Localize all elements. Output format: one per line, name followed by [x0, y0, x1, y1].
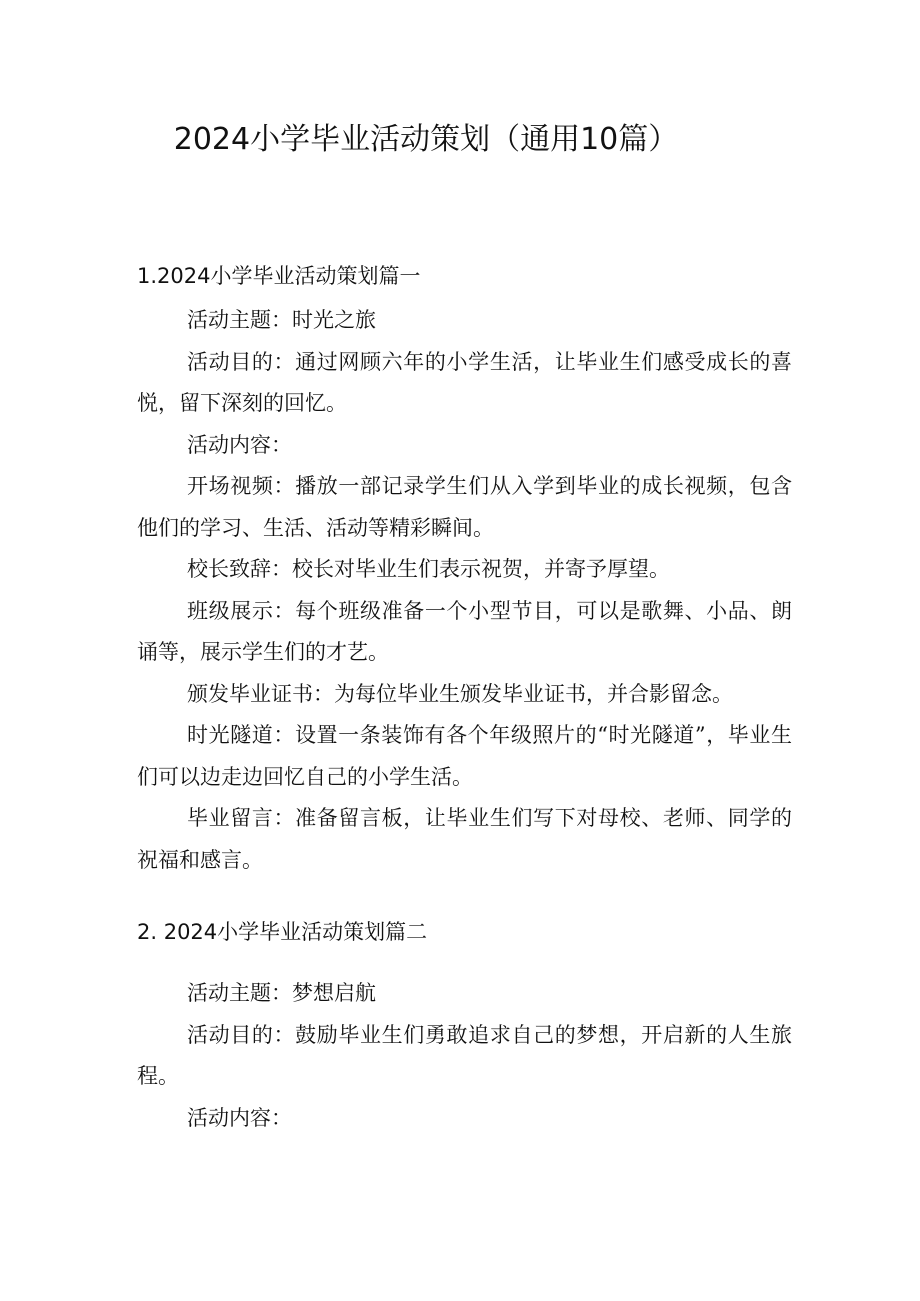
section-heading-1: 1.2024小学毕业活动策划篇一 — [137, 264, 421, 288]
section-body-2 — [137, 973, 792, 1139]
paragraph-messages: 毕业留言：准备留言板，让毕业生们写下对母校、老师、同学的祝福和感言。 — [137, 806, 792, 872]
section-body-1 — [137, 300, 792, 881]
paragraph-time-tunnel: 时光隧道：设置一条装饰有各个年级照片的“时光隧道”，毕业生们可以边走边回忆自己的小学生活。 — [137, 723, 792, 789]
paragraph-opening-video: 开场视频：播放一部记录学生们从入学到毕业的成长视频，包含他们的学习、生活、活动等精彩瞬间。 — [137, 474, 792, 540]
paragraph-content-label: 活动内容： — [187, 1105, 292, 1130]
paragraph-principal-speech: 校长致辞：校长对毕业生们表示祝贺，并寄予厚望。 — [187, 557, 670, 581]
paragraph-class-show: 班级展示：每个班级准备一个小型节目，可以是歌舞、小品、朗诵等，展示学生们的才艺。 — [137, 598, 792, 664]
document-title: 2024小学毕业活动策划（通用10篇） — [173, 122, 679, 157]
paragraph-purpose: 活动目的：通过网顾六年的小学生活，让毕业生们感受成长的喜悦，留下深刻的回忆。 — [137, 349, 792, 415]
paragraph-content-label: 活动内容： — [187, 432, 292, 457]
section-heading-2: 2. 2024小学毕业活动策划篇二 — [137, 920, 428, 944]
paragraph-purpose: 活动目的：鼓励毕业生们勇敢追求自己的梦想，开启新的人生旅程。 — [137, 1022, 792, 1088]
paragraph-certificates: 颁发毕业证书：为每位毕业生颁发毕业证书，并合影留念。 — [187, 681, 733, 706]
paragraph-theme: 活动主题：时光之旅 — [187, 308, 376, 332]
paragraph-theme: 活动主题：梦想启航 — [187, 981, 376, 1005]
